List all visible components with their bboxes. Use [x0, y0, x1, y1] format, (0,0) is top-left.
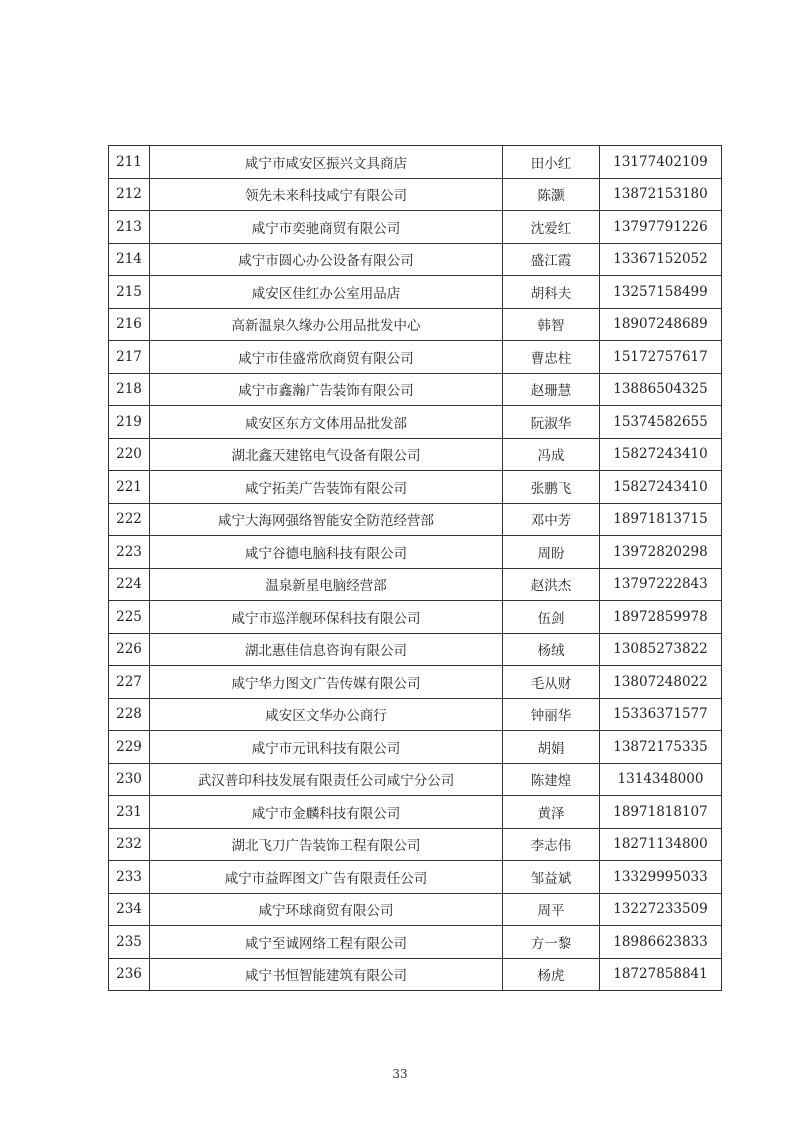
row-number-cell: 229: [109, 731, 150, 764]
phone-number-cell: 15336371577: [600, 698, 722, 731]
contact-person-cell: 胡娟: [503, 731, 600, 764]
contact-person-cell: 周平: [503, 893, 600, 926]
company-name-cell: 咸宁大海网强络智能安全防范经营部: [150, 503, 503, 536]
row-number-cell: 227: [109, 666, 150, 699]
contact-person-cell: 黄泽: [503, 796, 600, 829]
contact-person-cell: 方一黎: [503, 926, 600, 959]
phone-number-cell: 18972859978: [600, 601, 722, 634]
table-row: [109, 211, 722, 244]
table-row: [109, 926, 722, 959]
contact-person-cell: 曹忠柱: [503, 341, 600, 374]
phone-number-cell: 18727858841: [600, 958, 722, 991]
table-row: [109, 276, 722, 309]
company-name-cell: 咸宁环球商贸有限公司: [150, 893, 503, 926]
phone-number-cell: 15827243410: [600, 438, 722, 471]
contact-person-cell: 冯成: [503, 438, 600, 471]
table-row: [109, 341, 722, 374]
contact-person-cell: 周盼: [503, 536, 600, 569]
company-name-cell: 咸宁华力图文广告传媒有限公司: [150, 666, 503, 699]
row-number-cell: 232: [109, 828, 150, 861]
phone-number-cell: 15172757617: [600, 341, 722, 374]
table-row: [109, 828, 722, 861]
company-name-cell: 温泉新星电脑经营部: [150, 568, 503, 601]
company-name-cell: 咸安区东方文体用品批发部: [150, 406, 503, 439]
table-row: [109, 308, 722, 341]
row-number-cell: 236: [109, 958, 150, 991]
phone-number-cell: 13807248022: [600, 666, 722, 699]
row-number-cell: 214: [109, 243, 150, 276]
contact-person-cell: 阮淑华: [503, 406, 600, 439]
phone-number-cell: 13797791226: [600, 211, 722, 244]
row-number-cell: 219: [109, 406, 150, 439]
contact-person-cell: 毛从财: [503, 666, 600, 699]
table-row: [109, 731, 722, 764]
row-number-cell: 222: [109, 503, 150, 536]
row-number-cell: 221: [109, 471, 150, 504]
table-row: [109, 861, 722, 894]
contact-person-cell: 杨虎: [503, 958, 600, 991]
row-number-cell: 217: [109, 341, 150, 374]
phone-number-cell: 18271134800: [600, 828, 722, 861]
table-row: [109, 568, 722, 601]
contact-person-cell: 邹益斌: [503, 861, 600, 894]
company-name-cell: 咸宁谷德电脑科技有限公司: [150, 536, 503, 569]
contact-person-cell: 陈灏: [503, 178, 600, 211]
table-row: [109, 763, 722, 796]
row-number-cell: 225: [109, 601, 150, 634]
row-number-cell: 224: [109, 568, 150, 601]
table-row: [109, 633, 722, 666]
company-name-cell: 武汉普印科技发展有限责任公司咸宁分公司: [150, 763, 503, 796]
contact-person-cell: 赵洪杰: [503, 568, 600, 601]
contact-person-cell: 李志伟: [503, 828, 600, 861]
row-number-cell: 213: [109, 211, 150, 244]
row-number-cell: 220: [109, 438, 150, 471]
row-number-cell: 216: [109, 308, 150, 341]
supplier-table: [108, 145, 722, 991]
supplier-table-body: [109, 146, 722, 991]
row-number-cell: 212: [109, 178, 150, 211]
table-row: [109, 536, 722, 569]
phone-number-cell: 18907248689: [600, 308, 722, 341]
phone-number-cell: 13257158499: [600, 276, 722, 309]
row-number-cell: 223: [109, 536, 150, 569]
company-name-cell: 湖北鑫天建铭电气设备有限公司: [150, 438, 503, 471]
phone-number-cell: 18986623833: [600, 926, 722, 959]
contact-person-cell: 盛江霞: [503, 243, 600, 276]
company-name-cell: 咸宁市圆心办公设备有限公司: [150, 243, 503, 276]
company-name-cell: 咸宁拓美广告装饰有限公司: [150, 471, 503, 504]
table-row: [109, 438, 722, 471]
table-row: [109, 601, 722, 634]
row-number-cell: 233: [109, 861, 150, 894]
contact-person-cell: 陈建煌: [503, 763, 600, 796]
phone-number-cell: 13367152052: [600, 243, 722, 276]
contact-person-cell: 伍剑: [503, 601, 600, 634]
phone-number-cell: 13085273822: [600, 633, 722, 666]
row-number-cell: 230: [109, 763, 150, 796]
company-name-cell: 咸宁市鑫瀚广告装饰有限公司: [150, 373, 503, 406]
company-name-cell: 咸宁市元讯科技有限公司: [150, 731, 503, 764]
contact-person-cell: 钟丽华: [503, 698, 600, 731]
table-row: [109, 698, 722, 731]
phone-number-cell: 15827243410: [600, 471, 722, 504]
contact-person-cell: 邓中芳: [503, 503, 600, 536]
company-name-cell: 咸宁市奕驰商贸有限公司: [150, 211, 503, 244]
company-name-cell: 领先未来科技咸宁有限公司: [150, 178, 503, 211]
row-number-cell: 218: [109, 373, 150, 406]
phone-number-cell: 13886504325: [600, 373, 722, 406]
phone-number-cell: 1314348000: [600, 763, 722, 796]
contact-person-cell: 沈爱红: [503, 211, 600, 244]
company-name-cell: 咸宁书恒智能建筑有限公司: [150, 958, 503, 991]
phone-number-cell: 13177402109: [600, 146, 722, 179]
company-name-cell: 高新温泉久缘办公用品批发中心: [150, 308, 503, 341]
page-number: 33: [392, 1067, 408, 1081]
phone-number-cell: 13329995033: [600, 861, 722, 894]
row-number-cell: 235: [109, 926, 150, 959]
contact-person-cell: 胡科夫: [503, 276, 600, 309]
row-number-cell: 226: [109, 633, 150, 666]
row-number-cell: 234: [109, 893, 150, 926]
company-name-cell: 咸安区佳红办公室用品店: [150, 276, 503, 309]
contact-person-cell: 杨绒: [503, 633, 600, 666]
contact-person-cell: 韩智: [503, 308, 600, 341]
phone-number-cell: 13972820298: [600, 536, 722, 569]
phone-number-cell: 13227233509: [600, 893, 722, 926]
company-name-cell: 咸宁市益晖图文广告有限责任公司: [150, 861, 503, 894]
contact-person-cell: 田小红: [503, 146, 600, 179]
contact-person-cell: 张鹏飞: [503, 471, 600, 504]
table-row: [109, 373, 722, 406]
table-row: [109, 958, 722, 991]
table-row: [109, 178, 722, 211]
contact-person-cell: 赵珊慧: [503, 373, 600, 406]
row-number-cell: 228: [109, 698, 150, 731]
row-number-cell: 211: [109, 146, 150, 179]
table-row: [109, 666, 722, 699]
company-name-cell: 咸宁市咸安区振兴文具商店: [150, 146, 503, 179]
table-row: [109, 796, 722, 829]
company-name-cell: 咸宁市佳盛常欣商贸有限公司: [150, 341, 503, 374]
phone-number-cell: 13872175335: [600, 731, 722, 764]
phone-number-cell: 13797222843: [600, 568, 722, 601]
row-number-cell: 231: [109, 796, 150, 829]
table-row: [109, 146, 722, 179]
table-row: [109, 406, 722, 439]
table-row: [109, 503, 722, 536]
table-row: [109, 893, 722, 926]
row-number-cell: 215: [109, 276, 150, 309]
phone-number-cell: 15374582655: [600, 406, 722, 439]
company-name-cell: 咸宁市巡洋舰环保科技有限公司: [150, 601, 503, 634]
company-name-cell: 咸宁至诚网络工程有限公司: [150, 926, 503, 959]
company-name-cell: 湖北飞刀广告装饰工程有限公司: [150, 828, 503, 861]
phone-number-cell: 18971813715: [600, 503, 722, 536]
phone-number-cell: 13872153180: [600, 178, 722, 211]
table-row: [109, 471, 722, 504]
company-name-cell: 湖北惠佳信息咨询有限公司: [150, 633, 503, 666]
company-name-cell: 咸宁市金麟科技有限公司: [150, 796, 503, 829]
table-row: [109, 243, 722, 276]
phone-number-cell: 18971818107: [600, 796, 722, 829]
company-name-cell: 咸安区文华办公商行: [150, 698, 503, 731]
